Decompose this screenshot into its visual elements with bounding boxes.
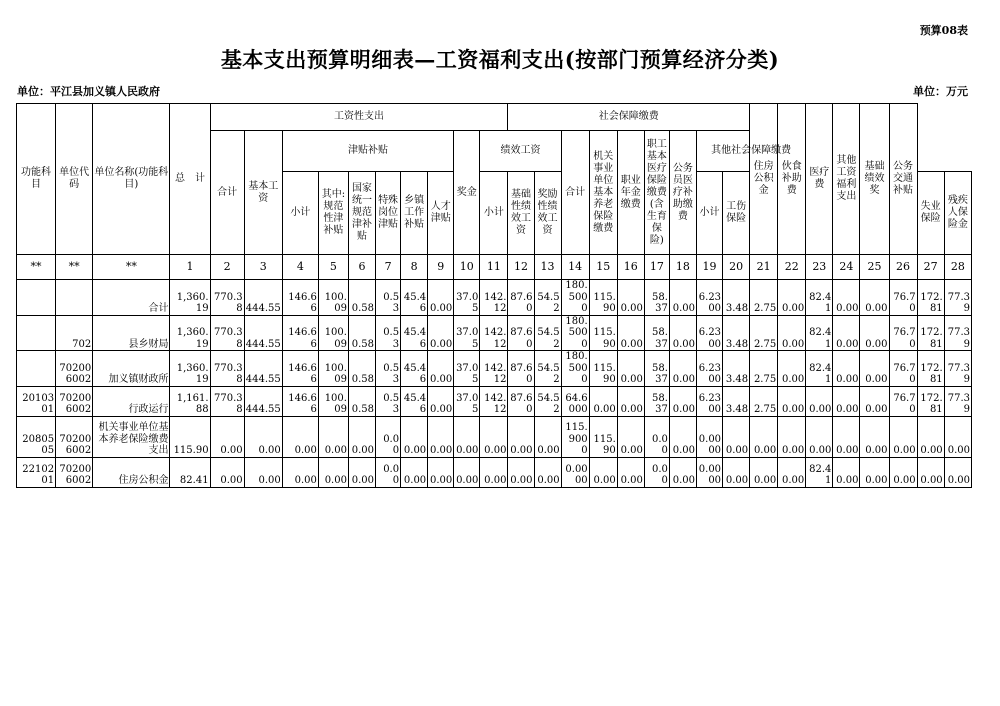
- value-cell: 0.00: [376, 416, 401, 457]
- table-row: [17, 315, 972, 351]
- column-number: **: [56, 255, 93, 280]
- value-cell: 0.00: [454, 457, 480, 487]
- value-cell: 0.58: [348, 351, 375, 387]
- value-cell: 0.00: [210, 416, 244, 457]
- value-cell: 172.81: [917, 315, 944, 351]
- func-code-cell: 2080505: [17, 416, 56, 457]
- unit-code-cell: 702006002: [56, 416, 93, 457]
- header-allow-special: 特殊岗位津贴: [376, 172, 401, 255]
- value-cell: 58.37: [644, 280, 669, 316]
- table-row: [17, 280, 972, 316]
- column-number: 18: [669, 255, 696, 280]
- header-allow-standard: 其中:规范性津补贴: [318, 172, 348, 255]
- value-cell: 0.00: [401, 416, 428, 457]
- value-cell: 77.39: [944, 315, 971, 351]
- unit-code-cell: 702006002: [56, 457, 93, 487]
- header-basic-salary: 基本工资: [244, 131, 282, 255]
- header-perf-incentive: 奖励性绩效工资: [534, 172, 561, 255]
- value-cell: 87.60: [508, 386, 534, 416]
- header-total: 总 计: [170, 104, 210, 255]
- value-cell: 0.00: [617, 280, 644, 316]
- value-cell: 180.5000: [561, 351, 589, 387]
- column-number: 19: [696, 255, 722, 280]
- column-number-row: [17, 255, 972, 280]
- value-cell: 0.00: [428, 280, 454, 316]
- column-number: 1: [170, 255, 210, 280]
- value-cell: 115.9000: [561, 416, 589, 457]
- value-cell: 0.00: [778, 315, 806, 351]
- value-cell: 0.00: [534, 457, 561, 487]
- unit-name-cell: 住房公积金: [93, 457, 170, 487]
- column-number: 5: [318, 255, 348, 280]
- table-row: [17, 416, 972, 457]
- column-number: 8: [401, 255, 428, 280]
- unit-name-cell: 加义镇财政所: [93, 351, 170, 387]
- header-housing-fund: 住房公积金: [750, 104, 778, 255]
- func-code-cell: [17, 315, 56, 351]
- value-cell: 0.0000: [696, 416, 722, 457]
- value-cell: 0.00: [833, 457, 860, 487]
- value-cell: 0.00: [750, 457, 778, 487]
- value-cell: 100.09: [318, 315, 348, 351]
- header-pension: 机关事业单位基本养老保险缴费: [589, 131, 617, 255]
- value-cell: 45.46: [401, 386, 428, 416]
- value-cell: 444.55: [244, 280, 282, 316]
- value-cell: 115.90: [589, 416, 617, 457]
- value-cell: 115.90: [170, 416, 210, 457]
- value-cell: 0.00: [376, 457, 401, 487]
- header-social-subtotal: 合计: [561, 131, 589, 255]
- value-cell: 54.52: [534, 315, 561, 351]
- value-cell: 0.00: [944, 457, 971, 487]
- header-other-social-group: 其他社会保障缴费: [696, 131, 805, 172]
- value-cell: 0.00: [889, 416, 917, 457]
- unit-name-cell: 行政运行: [93, 386, 170, 416]
- value-cell: 54.52: [534, 351, 561, 387]
- unit-code-cell: [56, 280, 93, 316]
- func-code-cell: 2010301: [17, 386, 56, 416]
- column-number: 6: [348, 255, 375, 280]
- value-cell: 0.00: [833, 386, 860, 416]
- value-cell: 0.00: [669, 315, 696, 351]
- value-cell: 0.00: [669, 351, 696, 387]
- value-cell: 76.70: [889, 280, 917, 316]
- value-cell: 0.00: [860, 315, 889, 351]
- value-cell: 0.00: [589, 457, 617, 487]
- page-title: 基本支出预算明细表—工资福利支出(按部门预算经济分类): [220, 47, 780, 72]
- header-allowance-group: 津贴补贴: [282, 131, 453, 172]
- table-row: [17, 351, 972, 387]
- column-number: 22: [778, 255, 806, 280]
- value-cell: 0.0000: [696, 457, 722, 487]
- value-cell: 3.48: [723, 351, 750, 387]
- column-number: **: [17, 255, 56, 280]
- value-cell: 0.00: [917, 457, 944, 487]
- value-cell: 0.00: [806, 416, 833, 457]
- value-cell: 0.00: [318, 416, 348, 457]
- value-cell: 0.58: [348, 315, 375, 351]
- header-unemployment: 失业保险: [917, 172, 944, 255]
- value-cell: 45.46: [401, 315, 428, 351]
- column-number: 28: [944, 255, 971, 280]
- value-cell: 37.05: [454, 386, 480, 416]
- value-cell: 58.37: [644, 386, 669, 416]
- value-cell: 3.48: [723, 386, 750, 416]
- value-cell: 76.70: [889, 386, 917, 416]
- column-number: 24: [833, 255, 860, 280]
- value-cell: 37.05: [454, 315, 480, 351]
- value-cell: 0.00: [480, 416, 508, 457]
- value-cell: 142.12: [480, 280, 508, 316]
- value-cell: 770.38: [210, 315, 244, 351]
- value-cell: 0.00: [508, 457, 534, 487]
- header-other-subtotal: 小计: [696, 172, 722, 255]
- value-cell: 0.00: [833, 351, 860, 387]
- header-transport-subsidy: 公务交通补贴: [889, 104, 917, 255]
- header-salary-subtotal: 合计: [210, 131, 244, 255]
- value-cell: 0.58: [348, 280, 375, 316]
- value-cell: 45.46: [401, 351, 428, 387]
- value-cell: 142.12: [480, 351, 508, 387]
- column-number: 7: [376, 255, 401, 280]
- value-cell: 180.5000: [561, 315, 589, 351]
- value-cell: 0.00: [669, 280, 696, 316]
- table-row: [17, 386, 972, 416]
- func-code-cell: [17, 280, 56, 316]
- value-cell: 0.00: [428, 315, 454, 351]
- value-cell: 0.53: [376, 315, 401, 351]
- value-cell: 0.58: [348, 386, 375, 416]
- value-cell: 100.09: [318, 351, 348, 387]
- value-cell: 0.00: [428, 416, 454, 457]
- value-cell: 6.2300: [696, 315, 722, 351]
- value-cell: 0.00: [244, 416, 282, 457]
- unit-code-cell: 702006002: [56, 351, 93, 387]
- value-cell: 1,360.19: [170, 315, 210, 351]
- value-cell: 0.00: [348, 416, 375, 457]
- header-perf-group: 绩效工资: [480, 131, 561, 172]
- value-cell: 0.00: [454, 416, 480, 457]
- value-cell: 64.6000: [561, 386, 589, 416]
- value-cell: 82.41: [170, 457, 210, 487]
- value-cell: 1,360.19: [170, 280, 210, 316]
- unit-name-cell: 县乡财局: [93, 315, 170, 351]
- value-cell: 58.37: [644, 351, 669, 387]
- column-number: 2: [210, 255, 244, 280]
- value-cell: 87.60: [508, 280, 534, 316]
- value-cell: 87.60: [508, 351, 534, 387]
- value-cell: 0.00: [428, 386, 454, 416]
- value-cell: 0.00: [723, 457, 750, 487]
- value-cell: 444.55: [244, 351, 282, 387]
- value-cell: 54.52: [534, 280, 561, 316]
- header-unit-code: 单位代码: [56, 104, 93, 255]
- column-number: 27: [917, 255, 944, 280]
- value-cell: 82.41: [806, 280, 833, 316]
- column-number: **: [93, 255, 170, 280]
- value-cell: 0.00: [210, 457, 244, 487]
- value-cell: 100.09: [318, 280, 348, 316]
- header-perf-subtotal: 小计: [480, 172, 508, 255]
- value-cell: 146.66: [282, 280, 318, 316]
- header-basic-perf-award: 基础绩效奖: [860, 104, 889, 255]
- value-cell: 0.00: [534, 416, 561, 457]
- value-cell: 0.00: [428, 351, 454, 387]
- value-cell: 0.00: [401, 457, 428, 487]
- value-cell: 172.81: [917, 280, 944, 316]
- value-cell: 6.2300: [696, 280, 722, 316]
- table-header: [17, 104, 972, 280]
- budget-table: [16, 103, 972, 488]
- value-cell: 0.00: [750, 416, 778, 457]
- header-social-group: 社会保障缴费: [508, 104, 750, 131]
- value-cell: 2.75: [750, 315, 778, 351]
- value-cell: 146.66: [282, 386, 318, 416]
- value-cell: 0.00: [778, 386, 806, 416]
- value-cell: 0.00: [480, 457, 508, 487]
- value-cell: 6.2300: [696, 386, 722, 416]
- value-cell: 0.00: [917, 416, 944, 457]
- header-perf-basic: 基础性绩效工资: [508, 172, 534, 255]
- value-cell: 0.00: [669, 386, 696, 416]
- value-cell: 0.00: [860, 457, 889, 487]
- value-cell: 172.81: [917, 351, 944, 387]
- value-cell: 0.53: [376, 351, 401, 387]
- value-cell: 0.00: [860, 280, 889, 316]
- value-cell: 0.00: [644, 457, 669, 487]
- header-allow-national: 国家统一规范津补贴: [348, 172, 375, 255]
- value-cell: 37.05: [454, 280, 480, 316]
- value-cell: 77.39: [944, 280, 971, 316]
- value-cell: 0.00: [833, 315, 860, 351]
- value-cell: 0.00: [669, 457, 696, 487]
- column-number: 16: [617, 255, 644, 280]
- column-number: 12: [508, 255, 534, 280]
- value-cell: 0.00: [860, 351, 889, 387]
- column-number: 11: [480, 255, 508, 280]
- column-number: 13: [534, 255, 561, 280]
- header-allow-subtotal: 小计: [282, 172, 318, 255]
- value-cell: 0.00: [508, 416, 534, 457]
- unit-code-cell: 702006002: [56, 386, 93, 416]
- value-cell: 180.5000: [561, 280, 589, 316]
- value-cell: 0.00: [723, 416, 750, 457]
- unit-name-cell: 机关事业单位基本养老保险缴费支出: [93, 416, 170, 457]
- value-cell: 1,360.19: [170, 351, 210, 387]
- value-cell: 3.48: [723, 315, 750, 351]
- value-cell: 770.38: [210, 280, 244, 316]
- value-cell: 146.66: [282, 351, 318, 387]
- value-cell: 444.55: [244, 315, 282, 351]
- column-number: 20: [723, 255, 750, 280]
- value-cell: 0.00: [806, 386, 833, 416]
- header-meal-subsidy: 伙食补助费: [778, 104, 806, 255]
- value-cell: 2.75: [750, 280, 778, 316]
- func-code-cell: 2210201: [17, 457, 56, 487]
- unit-name-cell: 合计: [93, 280, 170, 316]
- value-cell: 0.53: [376, 386, 401, 416]
- value-cell: 0.00: [589, 386, 617, 416]
- value-cell: 115.90: [589, 351, 617, 387]
- value-cell: 6.2300: [696, 351, 722, 387]
- value-cell: 115.90: [589, 315, 617, 351]
- value-cell: 0.00: [244, 457, 282, 487]
- column-number: 14: [561, 255, 589, 280]
- value-cell: 82.41: [806, 457, 833, 487]
- value-cell: 0.00: [669, 416, 696, 457]
- unit-code-cell: 702: [56, 315, 93, 351]
- header-func-code: 功能科目: [17, 104, 56, 255]
- header-unit-name: 单位名称(功能科目): [93, 104, 170, 255]
- value-cell: 54.52: [534, 386, 561, 416]
- value-cell: 0.00: [318, 457, 348, 487]
- header-disability: 残疾人保险金: [944, 172, 971, 255]
- value-cell: 45.46: [401, 280, 428, 316]
- value-cell: 3.48: [723, 280, 750, 316]
- value-cell: 444.55: [244, 386, 282, 416]
- currency-unit: 单位：万元: [913, 85, 968, 98]
- header-other-welfare: 其他工资福利支出: [833, 104, 860, 255]
- value-cell: 0.00: [778, 280, 806, 316]
- value-cell: 0.00: [778, 416, 806, 457]
- value-cell: 142.12: [480, 386, 508, 416]
- column-number: 21: [750, 255, 778, 280]
- header-allow-township: 乡镇工作补贴: [401, 172, 428, 255]
- value-cell: 0.00: [282, 416, 318, 457]
- value-cell: 37.05: [454, 351, 480, 387]
- header-civil-med: 公务员医疗补助缴费: [669, 131, 696, 255]
- value-cell: 82.41: [806, 351, 833, 387]
- table-body: [17, 280, 972, 488]
- header-allow-talent: 人才津贴: [428, 172, 454, 255]
- func-code-cell: [17, 351, 56, 387]
- value-cell: 0.00: [348, 457, 375, 487]
- header-med-insurance: 职工基本医疗保险缴费(含生育保险): [644, 131, 669, 255]
- table-row: [17, 457, 972, 487]
- value-cell: 0.00: [778, 351, 806, 387]
- value-cell: 0.00: [860, 386, 889, 416]
- value-cell: 115.90: [589, 280, 617, 316]
- column-number: 4: [282, 255, 318, 280]
- value-cell: 2.75: [750, 351, 778, 387]
- value-cell: 1,161.88: [170, 386, 210, 416]
- value-cell: 100.09: [318, 386, 348, 416]
- value-cell: 770.38: [210, 386, 244, 416]
- column-number: 17: [644, 255, 669, 280]
- value-cell: 0.53: [376, 280, 401, 316]
- value-cell: 0.00: [282, 457, 318, 487]
- value-cell: 172.81: [917, 386, 944, 416]
- value-cell: 58.37: [644, 315, 669, 351]
- form-number: 预算08表: [919, 24, 968, 37]
- column-number: 25: [860, 255, 889, 280]
- value-cell: 2.75: [750, 386, 778, 416]
- value-cell: 82.41: [806, 315, 833, 351]
- value-cell: 0.00: [617, 457, 644, 487]
- column-number: 23: [806, 255, 833, 280]
- header-salary-group: 工资性支出: [210, 104, 508, 131]
- value-cell: 77.39: [944, 386, 971, 416]
- value-cell: 0.00: [944, 416, 971, 457]
- value-cell: 0.00: [617, 416, 644, 457]
- column-number: 9: [428, 255, 454, 280]
- column-number: 3: [244, 255, 282, 280]
- value-cell: 0.00: [778, 457, 806, 487]
- value-cell: 0.00: [617, 315, 644, 351]
- value-cell: 76.70: [889, 351, 917, 387]
- value-cell: 77.39: [944, 351, 971, 387]
- value-cell: 146.66: [282, 315, 318, 351]
- header-annuity: 职业年金缴费: [617, 131, 644, 255]
- value-cell: 0.00: [833, 280, 860, 316]
- value-cell: 87.60: [508, 315, 534, 351]
- value-cell: 0.00: [833, 416, 860, 457]
- value-cell: 0.00: [617, 386, 644, 416]
- column-number: 10: [454, 255, 480, 280]
- value-cell: 0.00: [860, 416, 889, 457]
- reporting-unit: 单位：平江县加义镇人民政府: [17, 85, 160, 98]
- header-injury: 工伤保险: [723, 172, 750, 255]
- value-cell: 770.38: [210, 351, 244, 387]
- header-bonus: 奖金: [454, 131, 480, 255]
- value-cell: 0.00: [889, 457, 917, 487]
- header-medical: 医疗费: [806, 104, 833, 255]
- value-cell: 0.00: [428, 457, 454, 487]
- value-cell: 0.0000: [561, 457, 589, 487]
- value-cell: 142.12: [480, 315, 508, 351]
- column-number: 15: [589, 255, 617, 280]
- value-cell: 0.00: [617, 351, 644, 387]
- value-cell: 0.00: [644, 416, 669, 457]
- column-number: 26: [889, 255, 917, 280]
- value-cell: 76.70: [889, 315, 917, 351]
